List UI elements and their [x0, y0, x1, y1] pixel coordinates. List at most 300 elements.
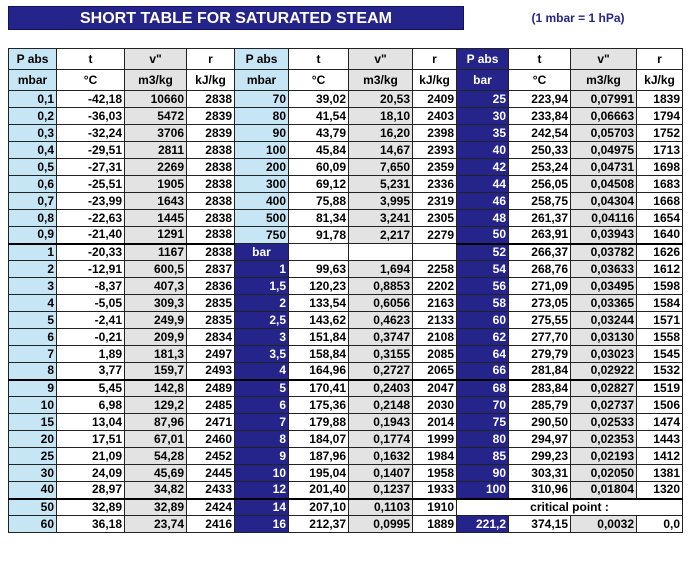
- pressure-cell: 0,3: [9, 125, 57, 142]
- table-row: [9, 516, 683, 533]
- heat-cell: 1545: [637, 346, 683, 363]
- table-row: [9, 363, 683, 380]
- pressure-cell: 0,5: [9, 159, 57, 176]
- pressure-cell: 400: [235, 193, 289, 210]
- temperature-cell: 207,10: [289, 499, 349, 516]
- temperature-cell: 268,76: [509, 261, 571, 278]
- table-row: [9, 465, 683, 482]
- column-header: °C: [509, 70, 571, 91]
- heat-cell: 2133: [413, 312, 457, 329]
- critical-temperature: 374,15: [509, 516, 571, 533]
- pressure-cell: 10: [235, 465, 289, 482]
- pressure-cell: 52: [457, 244, 509, 261]
- temperature-cell: 32,89: [57, 499, 125, 516]
- heat-cell: 1752: [637, 125, 683, 142]
- heat-cell: 2393: [413, 142, 457, 159]
- volume-cell: 0,03023: [571, 346, 637, 363]
- volume-cell: 3,995: [349, 193, 413, 210]
- column-header: r: [637, 49, 683, 70]
- heat-cell: 1794: [637, 108, 683, 125]
- volume-cell: 600,5: [125, 261, 187, 278]
- pressure-cell: 1: [235, 261, 289, 278]
- temperature-cell: -27,31: [57, 159, 125, 176]
- pressure-cell: 8: [9, 363, 57, 380]
- volume-cell: 0,06663: [571, 108, 637, 125]
- temperature-cell: -0,21: [57, 329, 125, 346]
- temperature-cell: 201,40: [289, 482, 349, 499]
- volume-cell: 0,2403: [349, 380, 413, 397]
- column-header: °C: [57, 70, 125, 91]
- temperature-cell: -22,63: [57, 210, 125, 227]
- table-row: [9, 142, 683, 159]
- pressure-cell: 3: [9, 278, 57, 295]
- temperature-cell: 5,45: [57, 380, 125, 397]
- temperature-cell: 261,37: [509, 210, 571, 227]
- column-header: mbar: [9, 70, 57, 91]
- volume-cell: 1445: [125, 210, 187, 227]
- volume-cell: 0,03495: [571, 278, 637, 295]
- temperature-cell: -32,24: [57, 125, 125, 142]
- heat-cell: 1889: [413, 516, 457, 533]
- pressure-cell: 25: [9, 448, 57, 465]
- volume-cell: 0,03244: [571, 312, 637, 329]
- table-row: [9, 159, 683, 176]
- volume-cell: 5472: [125, 108, 187, 125]
- volume-cell: 129,2: [125, 397, 187, 414]
- pressure-cell: 40: [9, 482, 57, 499]
- pressure-cell: 500: [235, 210, 289, 227]
- pressure-cell: 42: [457, 159, 509, 176]
- temperature-cell: 170,41: [289, 380, 349, 397]
- temperature-cell: 223,94: [509, 91, 571, 108]
- pressure-cell: 70: [235, 91, 289, 108]
- table-row: [9, 499, 683, 516]
- column-header: t: [57, 49, 125, 70]
- temperature-cell: 151,84: [289, 329, 349, 346]
- volume-cell: 32,89: [125, 499, 187, 516]
- volume-cell: 0,1237: [349, 482, 413, 499]
- heat-cell: 2319: [413, 193, 457, 210]
- unit-note: (1 mbar = 1 hPa): [531, 11, 625, 25]
- pressure-cell: 1,5: [235, 278, 289, 295]
- column-header: m3/kg: [125, 70, 187, 91]
- volume-cell: 0,02922: [571, 363, 637, 380]
- pressure-cell: 9: [9, 380, 57, 397]
- volume-cell: 142,8: [125, 380, 187, 397]
- heat-cell: 1571: [637, 312, 683, 329]
- heat-cell: 1668: [637, 193, 683, 210]
- pressure-cell: 0,4: [9, 142, 57, 159]
- volume-cell: 181,3: [125, 346, 187, 363]
- heat-cell: 1933: [413, 482, 457, 499]
- title-bar: [8, 6, 692, 30]
- volume-cell: 1167: [125, 244, 187, 261]
- temperature-cell: -5,05: [57, 295, 125, 312]
- heat-cell: 1381: [637, 465, 683, 482]
- volume-cell: 2811: [125, 142, 187, 159]
- critical-heat: 0,0: [637, 516, 683, 533]
- volume-cell: 0,02737: [571, 397, 637, 414]
- temperature-cell: -23,99: [57, 193, 125, 210]
- pressure-cell: 30: [457, 108, 509, 125]
- heat-cell: 2409: [413, 91, 457, 108]
- temperature-cell: 283,84: [509, 380, 571, 397]
- temperature-cell: -36,03: [57, 108, 125, 125]
- pressure-cell: 60: [9, 516, 57, 533]
- pressure-cell: 5: [9, 312, 57, 329]
- temperature-cell: 41,54: [289, 108, 349, 125]
- volume-cell: 1905: [125, 176, 187, 193]
- pressure-cell: 10: [9, 397, 57, 414]
- heat-cell: 1698: [637, 159, 683, 176]
- temperature-cell: 36,18: [57, 516, 125, 533]
- temperature-cell: -25,51: [57, 176, 125, 193]
- pressure-cell: 3: [235, 329, 289, 346]
- pressure-cell: 62: [457, 329, 509, 346]
- column-header: t: [509, 49, 571, 70]
- heat-cell: 2424: [187, 499, 235, 516]
- temperature-cell: 28,97: [57, 482, 125, 499]
- volume-cell: 34,82: [125, 482, 187, 499]
- volume-cell: 0,05703: [571, 125, 637, 142]
- heat-cell: 2839: [187, 108, 235, 125]
- volume-cell: 2269: [125, 159, 187, 176]
- volume-cell: 159,7: [125, 363, 187, 380]
- heat-cell: 1910: [413, 499, 457, 516]
- temperature-cell: 143,62: [289, 312, 349, 329]
- heat-cell: 2403: [413, 108, 457, 125]
- pressure-cell: 4: [9, 295, 57, 312]
- temperature-cell: -42,18: [57, 91, 125, 108]
- heat-cell: 2163: [413, 295, 457, 312]
- volume-cell: 0,01804: [571, 482, 637, 499]
- pressure-cell: 85: [457, 448, 509, 465]
- pressure-cell: 0,6: [9, 176, 57, 193]
- temperature-cell: -20,33: [57, 244, 125, 261]
- volume-cell: 23,74: [125, 516, 187, 533]
- temperature-cell: 266,37: [509, 244, 571, 261]
- temperature-cell: 164,96: [289, 363, 349, 380]
- temperature-cell: 158,84: [289, 346, 349, 363]
- temperature-cell: -21,40: [57, 227, 125, 244]
- pressure-cell: 300: [235, 176, 289, 193]
- heat-cell: 2460: [187, 431, 235, 448]
- heat-cell: 2837: [187, 261, 235, 278]
- volume-cell: 5,231: [349, 176, 413, 193]
- heat-cell: 1598: [637, 278, 683, 295]
- pressure-cell: 5: [235, 380, 289, 397]
- temperature-cell: 43,79: [289, 125, 349, 142]
- volume-cell: 20,53: [349, 91, 413, 108]
- temperature-cell: 21,09: [57, 448, 125, 465]
- pressure-cell: 60: [457, 312, 509, 329]
- temperature-cell: 81,34: [289, 210, 349, 227]
- temperature-cell: 1,89: [57, 346, 125, 363]
- temperature-cell: 184,07: [289, 431, 349, 448]
- pressure-cell: 20: [9, 431, 57, 448]
- heat-cell: 1320: [637, 482, 683, 499]
- table-row: [9, 431, 683, 448]
- heat-cell: 2497: [187, 346, 235, 363]
- table-row: [9, 91, 683, 108]
- pressure-cell: 100: [457, 482, 509, 499]
- volume-cell: 0,02533: [571, 414, 637, 431]
- table-row: [9, 448, 683, 465]
- heat-cell: 2493: [187, 363, 235, 380]
- heat-cell: 2085: [413, 346, 457, 363]
- table-row: [9, 176, 683, 193]
- temperature-cell: -8,37: [57, 278, 125, 295]
- temperature-cell: 187,96: [289, 448, 349, 465]
- volume-cell: 0,2148: [349, 397, 413, 414]
- volume-cell: 0,04731: [571, 159, 637, 176]
- pressure-cell: 2,5: [235, 312, 289, 329]
- pressure-cell: 2: [235, 295, 289, 312]
- heat-cell: 2834: [187, 329, 235, 346]
- heat-cell: 2838: [187, 142, 235, 159]
- heat-cell: 2445: [187, 465, 235, 482]
- temperature-cell: 120,23: [289, 278, 349, 295]
- column-header: kJ/kg: [413, 70, 457, 91]
- column-header: °C: [289, 70, 349, 91]
- volume-cell: 87,96: [125, 414, 187, 431]
- temperature-cell: 250,33: [509, 142, 571, 159]
- volume-cell: 67,01: [125, 431, 187, 448]
- table-row: [9, 227, 683, 244]
- pressure-cell: 50: [9, 499, 57, 516]
- volume-cell: 3,241: [349, 210, 413, 227]
- pressure-cell: 80: [457, 431, 509, 448]
- table-row: [9, 312, 683, 329]
- temperature-cell: 277,70: [509, 329, 571, 346]
- pressure-cell: 16: [235, 516, 289, 533]
- heat-cell: 2305: [413, 210, 457, 227]
- volume-cell: 0,02353: [571, 431, 637, 448]
- pressure-cell: 46: [457, 193, 509, 210]
- volume-cell: 0,04304: [571, 193, 637, 210]
- pressure-cell: 90: [235, 125, 289, 142]
- volume-cell: 14,67: [349, 142, 413, 159]
- temperature-cell: 290,50: [509, 414, 571, 431]
- temperature-cell: 60,09: [289, 159, 349, 176]
- volume-cell: 0,1943: [349, 414, 413, 431]
- pressure-cell: 0,2: [9, 108, 57, 125]
- header-row-top: [9, 49, 683, 70]
- heat-cell: 2108: [413, 329, 457, 346]
- pressure-cell: 7: [235, 414, 289, 431]
- pressure-cell: 80: [235, 108, 289, 125]
- pressure-cell: 56: [457, 278, 509, 295]
- heat-cell: 1519: [637, 380, 683, 397]
- column-header: P abs: [457, 49, 509, 70]
- bar-unit-label: bar: [235, 244, 289, 261]
- heat-cell: 2065: [413, 363, 457, 380]
- steam-table: [8, 48, 683, 533]
- heat-cell: 2838: [187, 91, 235, 108]
- temperature-cell: 24,09: [57, 465, 125, 482]
- temperature-cell: 253,24: [509, 159, 571, 176]
- heat-cell: 2485: [187, 397, 235, 414]
- volume-cell: 0,03633: [571, 261, 637, 278]
- table-row: [9, 295, 683, 312]
- pressure-cell: 0,9: [9, 227, 57, 244]
- volume-cell: 0,1103: [349, 499, 413, 516]
- pressure-cell: 100: [235, 142, 289, 159]
- temperature-cell: 91,78: [289, 227, 349, 244]
- critical-point-label: critical point :: [457, 499, 683, 516]
- temperature-cell: 39,02: [289, 91, 349, 108]
- empty-cell: [289, 244, 349, 261]
- heat-cell: 2258: [413, 261, 457, 278]
- temperature-cell: 310,96: [509, 482, 571, 499]
- table-row: [9, 261, 683, 278]
- volume-cell: 0,3747: [349, 329, 413, 346]
- volume-cell: 0,02050: [571, 465, 637, 482]
- pressure-cell: 70: [457, 397, 509, 414]
- column-header: kJ/kg: [187, 70, 235, 91]
- pressure-cell: 6: [9, 329, 57, 346]
- temperature-cell: 175,36: [289, 397, 349, 414]
- pressure-cell: 44: [457, 176, 509, 193]
- temperature-cell: 299,23: [509, 448, 571, 465]
- table-row: [9, 278, 683, 295]
- header-row-units: [9, 70, 683, 91]
- pressure-cell: 54: [457, 261, 509, 278]
- pressure-cell: 64: [457, 346, 509, 363]
- volume-cell: 0,02193: [571, 448, 637, 465]
- temperature-cell: 303,31: [509, 465, 571, 482]
- pressure-cell: 75: [457, 414, 509, 431]
- pressure-cell: 9: [235, 448, 289, 465]
- heat-cell: 2839: [187, 125, 235, 142]
- table-row: [9, 414, 683, 431]
- heat-cell: 2838: [187, 227, 235, 244]
- heat-cell: 1532: [637, 363, 683, 380]
- temperature-cell: 212,37: [289, 516, 349, 533]
- table-row: [9, 108, 683, 125]
- heat-cell: 1558: [637, 329, 683, 346]
- pressure-cell: 6: [235, 397, 289, 414]
- pressure-cell: 0,7: [9, 193, 57, 210]
- heat-cell: 1839: [637, 91, 683, 108]
- heat-cell: 1640: [637, 227, 683, 244]
- heat-cell: 2279: [413, 227, 457, 244]
- heat-cell: 2433: [187, 482, 235, 499]
- pressure-cell: 750: [235, 227, 289, 244]
- pressure-cell: 25: [457, 91, 509, 108]
- heat-cell: 1626: [637, 244, 683, 261]
- table-row: [9, 244, 683, 261]
- pressure-cell: 0,8: [9, 210, 57, 227]
- heat-cell: 1958: [413, 465, 457, 482]
- volume-cell: 249,9: [125, 312, 187, 329]
- column-header: mbar: [235, 70, 289, 91]
- volume-cell: 0,03943: [571, 227, 637, 244]
- temperature-cell: 17,51: [57, 431, 125, 448]
- heat-cell: 1612: [637, 261, 683, 278]
- column-header: r: [187, 49, 235, 70]
- column-header: v": [125, 49, 187, 70]
- volume-cell: 0,8853: [349, 278, 413, 295]
- pressure-cell: 66: [457, 363, 509, 380]
- pressure-cell: 90: [457, 465, 509, 482]
- temperature-cell: -12,91: [57, 261, 125, 278]
- heat-cell: 2835: [187, 312, 235, 329]
- table-title: SHORT TABLE FOR SATURATED STEAM: [8, 6, 464, 30]
- volume-cell: 16,20: [349, 125, 413, 142]
- volume-cell: 309,3: [125, 295, 187, 312]
- temperature-cell: 133,54: [289, 295, 349, 312]
- volume-cell: 0,2727: [349, 363, 413, 380]
- table-row: [9, 346, 683, 363]
- heat-cell: 2838: [187, 210, 235, 227]
- pressure-cell: 0,1: [9, 91, 57, 108]
- temperature-cell: 271,09: [509, 278, 571, 295]
- volume-cell: 1643: [125, 193, 187, 210]
- volume-cell: 0,1774: [349, 431, 413, 448]
- volume-cell: 10660: [125, 91, 187, 108]
- critical-volume: 0,0032: [571, 516, 637, 533]
- heat-cell: 1683: [637, 176, 683, 193]
- pressure-cell: 14: [235, 499, 289, 516]
- pressure-cell: 12: [235, 482, 289, 499]
- temperature-cell: 279,79: [509, 346, 571, 363]
- volume-cell: 1,694: [349, 261, 413, 278]
- heat-cell: 2835: [187, 295, 235, 312]
- heat-cell: 1713: [637, 142, 683, 159]
- volume-cell: 0,1632: [349, 448, 413, 465]
- column-header: v": [571, 49, 637, 70]
- temperature-cell: 285,79: [509, 397, 571, 414]
- heat-cell: 1999: [413, 431, 457, 448]
- volume-cell: 0,03130: [571, 329, 637, 346]
- pressure-cell: 1: [9, 244, 57, 261]
- temperature-cell: 233,84: [509, 108, 571, 125]
- column-header: r: [413, 49, 457, 70]
- pressure-cell: 40: [457, 142, 509, 159]
- table-row: [9, 125, 683, 142]
- heat-cell: 2336: [413, 176, 457, 193]
- heat-cell: 2047: [413, 380, 457, 397]
- heat-cell: 2838: [187, 244, 235, 261]
- temperature-cell: 99,63: [289, 261, 349, 278]
- pressure-cell: 2: [9, 261, 57, 278]
- column-header: v": [349, 49, 413, 70]
- temperature-cell: 195,04: [289, 465, 349, 482]
- heat-cell: 1984: [413, 448, 457, 465]
- volume-cell: 209,9: [125, 329, 187, 346]
- table-row: [9, 193, 683, 210]
- volume-cell: 0,02827: [571, 380, 637, 397]
- temperature-cell: -29,51: [57, 142, 125, 159]
- heat-cell: 2836: [187, 278, 235, 295]
- column-header: kJ/kg: [637, 70, 683, 91]
- temperature-cell: 13,04: [57, 414, 125, 431]
- volume-cell: 0,03782: [571, 244, 637, 261]
- volume-cell: 0,04508: [571, 176, 637, 193]
- heat-cell: 2398: [413, 125, 457, 142]
- table-row: [9, 482, 683, 499]
- heat-cell: 2838: [187, 193, 235, 210]
- pressure-cell: 3,5: [235, 346, 289, 363]
- column-header: m3/kg: [349, 70, 413, 91]
- volume-cell: 0,03365: [571, 295, 637, 312]
- pressure-cell: 30: [9, 465, 57, 482]
- heat-cell: 1506: [637, 397, 683, 414]
- volume-cell: 407,3: [125, 278, 187, 295]
- volume-cell: 0,4623: [349, 312, 413, 329]
- temperature-cell: 281,84: [509, 363, 571, 380]
